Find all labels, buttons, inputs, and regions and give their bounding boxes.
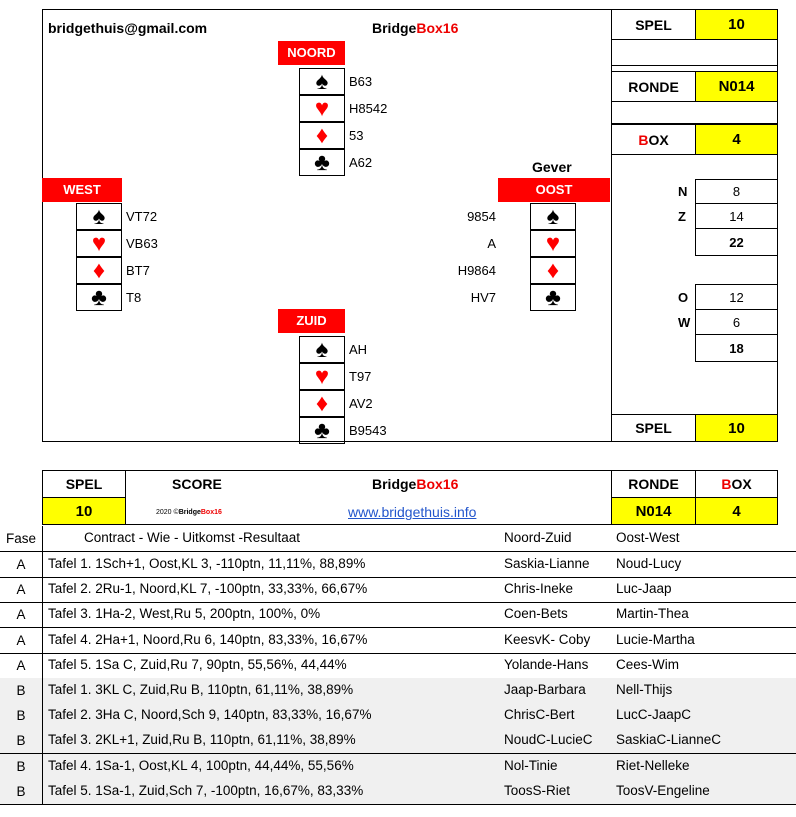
west-clubs: T8 xyxy=(126,290,142,305)
nz-pair: NoudC-LucieC xyxy=(504,732,593,748)
result-desc: Tafel 2. 2Ru-1, Noord,KL 7, -100ptn, 33,33%, 66,67% xyxy=(48,581,368,597)
score-label: SCORE xyxy=(172,476,222,492)
north-holdings xyxy=(349,68,387,176)
score-ronde-label: RONDE xyxy=(611,470,696,498)
table-row xyxy=(0,754,796,780)
score-brand xyxy=(372,476,458,492)
heart-icon: ♥ xyxy=(299,363,345,390)
score-brand-part2: Box16 xyxy=(416,476,459,492)
copyright-brand1: Bridge xyxy=(178,509,201,516)
ow-pair: Noud-Lucy xyxy=(616,556,682,571)
heart-icon: ♥ xyxy=(299,95,345,122)
dealer-label: Gever xyxy=(532,159,572,175)
ow-pair: Lucie-Martha xyxy=(616,631,695,647)
score-ronde-value: N014 xyxy=(611,497,696,525)
club-icon: ♣ xyxy=(299,417,345,444)
result-desc: Tafel 3. 1Ha-2, West,Ru 5, 200ptn, 100%, 0% xyxy=(48,606,321,622)
result-desc: Tafel 5. 1Sa C, Zuid,Ru 7, 90ptn, 55,56%, 44,44% xyxy=(48,656,347,672)
website-link[interactable]: www.bridgethuis.info xyxy=(348,504,477,520)
fase-cell: B xyxy=(0,779,43,804)
nz-header: Noord-Zuid xyxy=(504,530,572,545)
nz-pair: KeesvK- Coby xyxy=(504,631,591,647)
south-hearts: T97 xyxy=(349,369,372,384)
spel-label: SPEL xyxy=(611,9,696,40)
fase-cell: B xyxy=(0,703,43,728)
west-hearts: VB63 xyxy=(126,236,158,251)
ronde-label: RONDE xyxy=(611,71,696,102)
west-spades: VT72 xyxy=(126,209,158,224)
ow-pair: ToosV-Engeline xyxy=(616,782,710,798)
west-label: WEST xyxy=(42,178,122,202)
score-box-label xyxy=(695,470,778,498)
w-value: 6 xyxy=(695,309,778,335)
box-label-rest: OX xyxy=(648,131,669,148)
fase-cell: A xyxy=(0,577,43,602)
east-spades: 9854 xyxy=(467,209,496,224)
table-row xyxy=(0,552,796,578)
north-clubs: A62 xyxy=(349,155,373,170)
copyright-text xyxy=(156,509,222,516)
ow-pair: Cees-Wim xyxy=(616,656,679,672)
table-row xyxy=(0,602,796,628)
result-desc: Tafel 4. 1Sa-1, Oost,KL 4, 100ptn, 44,44%, 55,56% xyxy=(48,757,354,773)
diamond-icon: ♦ xyxy=(299,122,345,149)
spade-icon: ♠ xyxy=(530,203,576,230)
north-hand xyxy=(299,68,345,176)
box-value: 4 xyxy=(695,124,778,155)
ow-total: 18 xyxy=(695,334,778,362)
brand-part1: Bridge xyxy=(372,20,417,36)
score-brand-part1: Bridge xyxy=(372,476,417,492)
table-row xyxy=(0,653,796,679)
box-label xyxy=(611,124,696,155)
o-value: 12 xyxy=(695,284,778,310)
north-diamonds: 53 xyxy=(349,128,364,143)
club-icon: ♣ xyxy=(76,284,122,311)
south-diamonds: AV2 xyxy=(349,396,373,411)
result-desc: Tafel 1. 3KL C, Zuid,Ru B, 110ptn, 61,11%, 38,89% xyxy=(48,682,354,697)
brand-part2: Box16 xyxy=(416,20,459,36)
spel-value: 10 xyxy=(695,9,778,40)
diamond-icon: ♦ xyxy=(299,390,345,417)
score-box-label-b: B xyxy=(721,476,732,492)
score-spel-value: 10 xyxy=(42,497,126,525)
west-holdings xyxy=(126,203,158,311)
copyright-brand2: Box16 xyxy=(200,509,222,516)
result-desc: Tafel 1. 1Sch+1, Oost,KL 3, -110ptn, 11,11%, 88,89% xyxy=(48,556,366,571)
club-icon: ♣ xyxy=(299,149,345,176)
ow-pair: Riet-Nelleke xyxy=(616,757,690,773)
box-label-b: B xyxy=(638,131,649,148)
table-row xyxy=(0,703,796,729)
nz-pair: ToosS-Riet xyxy=(504,782,571,798)
result-desc: Tafel 5. 1Sa-1, Zuid,Sch 7, -100ptn, 16,67%, 83,33% xyxy=(48,782,364,798)
nz-pair: ChrisC-Bert xyxy=(504,707,575,723)
contract-header: Contract - Wie - Uitkomst -Resultaat xyxy=(84,530,301,545)
table-row xyxy=(0,678,796,704)
spade-icon: ♠ xyxy=(76,203,122,230)
south-hand xyxy=(299,336,345,444)
table-row xyxy=(0,779,796,805)
o-label: O xyxy=(678,290,689,305)
score-spel-label: SPEL xyxy=(42,470,126,498)
ow-pair: SaskiaC-LianneC xyxy=(616,732,722,748)
score-box-label-rest: OX xyxy=(731,476,752,492)
result-desc: Tafel 4. 2Ha+1, Noord,Ru 6, 140ptn, 83,33%, 16,67% xyxy=(48,631,368,647)
heart-icon: ♥ xyxy=(76,230,122,257)
west-hand xyxy=(76,203,122,311)
result-desc: Tafel 2. 3Ha C, Noord,Sch 9, 140ptn, 83,33%, 16,67% xyxy=(48,707,372,723)
fase-header: Fase xyxy=(0,526,43,551)
n-label: N xyxy=(678,184,688,199)
results-header-row xyxy=(0,526,796,552)
diamond-icon: ♦ xyxy=(76,257,122,284)
east-hearts: A xyxy=(487,236,496,251)
nz-total: 22 xyxy=(695,228,778,256)
diamond-icon: ♦ xyxy=(530,257,576,284)
table-row xyxy=(0,628,796,654)
south-clubs: B9543 xyxy=(349,423,387,438)
north-label: NOORD xyxy=(278,41,345,65)
z-value: 14 xyxy=(695,203,778,229)
heart-icon: ♥ xyxy=(530,230,576,257)
spade-icon: ♠ xyxy=(299,336,345,363)
fase-cell: A xyxy=(0,552,43,577)
nz-pair: Chris-Ineke xyxy=(504,581,574,597)
fase-cell: A xyxy=(0,653,43,678)
east-diamonds: H9864 xyxy=(457,263,496,278)
club-icon: ♣ xyxy=(530,284,576,311)
ronde-value: N014 xyxy=(695,71,778,102)
ronde-spacer xyxy=(611,101,778,124)
n-value: 8 xyxy=(695,179,778,204)
result-desc: Tafel 3. 2KL+1, Zuid,Ru B, 110ptn, 61,11%, 38,89% xyxy=(48,732,356,748)
fase-cell: B xyxy=(0,678,43,703)
south-label: ZUID xyxy=(278,309,345,333)
table-row xyxy=(0,728,796,754)
nz-pair: Yolande-Hans xyxy=(504,656,589,672)
ow-pair: Martin-Thea xyxy=(616,606,689,622)
w-label: W xyxy=(678,315,691,330)
east-clubs: HV7 xyxy=(470,290,496,305)
spel-value-bottom: 10 xyxy=(695,414,778,442)
ow-pair: LucC-JaapC xyxy=(616,707,692,723)
score-box-value: 4 xyxy=(695,497,778,525)
north-hearts: H8542 xyxy=(349,101,388,116)
east-label: OOST xyxy=(498,178,610,202)
nz-pair: Saskia-Lianne xyxy=(504,556,590,571)
fase-cell: B xyxy=(0,728,43,753)
spel-label-bottom: SPEL xyxy=(611,414,696,442)
spade-icon: ♠ xyxy=(299,68,345,95)
ow-header: Oost-West xyxy=(616,530,680,545)
email-text: bridgethuis@gmail.com xyxy=(48,20,208,36)
spel-spacer xyxy=(611,39,778,66)
ow-pair: Luc-Jaap xyxy=(616,581,672,597)
west-diamonds: BT7 xyxy=(126,263,150,278)
table-row xyxy=(0,577,796,603)
north-spades: B63 xyxy=(349,74,373,89)
copyright-prefix: 2020 © xyxy=(156,509,179,516)
fase-cell: A xyxy=(0,602,43,627)
fase-cell: A xyxy=(0,628,43,653)
brand-title xyxy=(372,20,458,36)
ow-pair: Nell-Thijs xyxy=(616,682,673,697)
nz-pair: Nol-Tinie xyxy=(504,757,558,773)
nz-pair: Coen-Bets xyxy=(504,606,568,622)
z-label: Z xyxy=(678,209,686,224)
east-hand xyxy=(530,203,576,311)
east-holdings xyxy=(420,203,496,311)
fase-cell: B xyxy=(0,754,43,779)
south-spades: AH xyxy=(349,342,368,357)
nz-pair: Jaap-Barbara xyxy=(504,682,586,697)
south-holdings xyxy=(349,336,387,444)
